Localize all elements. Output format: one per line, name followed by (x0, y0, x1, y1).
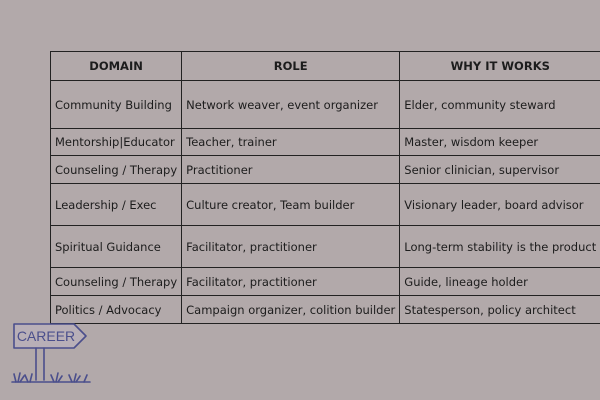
table-row (51, 129, 600, 156)
cell-domain: Leadership / Exec (51, 184, 182, 226)
cell-role: Teacher, trainer (182, 129, 400, 156)
header-role: ROLE (182, 52, 400, 81)
cell-domain: Counseling / Therapy (51, 268, 182, 296)
cell-domain: Mentorship|Educator (51, 129, 182, 156)
cell-domain: Spiritual Guidance (51, 226, 182, 268)
table-row (51, 184, 600, 226)
career-signpost-icon (10, 318, 92, 392)
career-roles-table (50, 51, 600, 324)
table-header-row (51, 52, 600, 81)
cell-domain: Community Building (51, 81, 182, 129)
grass-left (14, 373, 24, 382)
cell-why: Master, wisdom keeper (400, 129, 600, 156)
grass-right (51, 373, 62, 382)
cell-role: Facilitator, practitioner (182, 268, 400, 296)
cell-why: Elder, community steward (400, 81, 600, 129)
cell-why: Visionary leader, board advisor (400, 184, 600, 226)
cell-role: Practitioner (182, 156, 400, 184)
cell-role: Campaign organizer, colition builder (182, 296, 400, 324)
header-domain: DOMAIN (51, 52, 182, 81)
cell-why: Long-term stability is the product (400, 226, 600, 268)
grass-far (69, 374, 87, 382)
table-row (51, 156, 600, 184)
career-signpost-graphic (10, 318, 92, 388)
table-row (51, 296, 600, 324)
table-row (51, 268, 600, 296)
cell-why: Statesperson, policy architect (400, 296, 600, 324)
grass-mid (25, 374, 32, 382)
table-row (51, 81, 600, 129)
cell-domain: Politics / Advocacy (51, 296, 182, 324)
cell-role: Facilitator, practitioner (182, 226, 400, 268)
cell-why: Guide, lineage holder (400, 268, 600, 296)
cell-domain: Counseling / Therapy (51, 156, 182, 184)
sign-label: CAREER (16, 328, 76, 344)
cell-why: Senior clinician, supervisor (400, 156, 600, 184)
sign-post (36, 348, 44, 380)
header-why-it-works: WHY IT WORKS (400, 52, 600, 81)
cell-role: Network weaver, event organizer (182, 81, 400, 129)
cell-role: Culture creator, Team builder (182, 184, 400, 226)
table-row (51, 226, 600, 268)
